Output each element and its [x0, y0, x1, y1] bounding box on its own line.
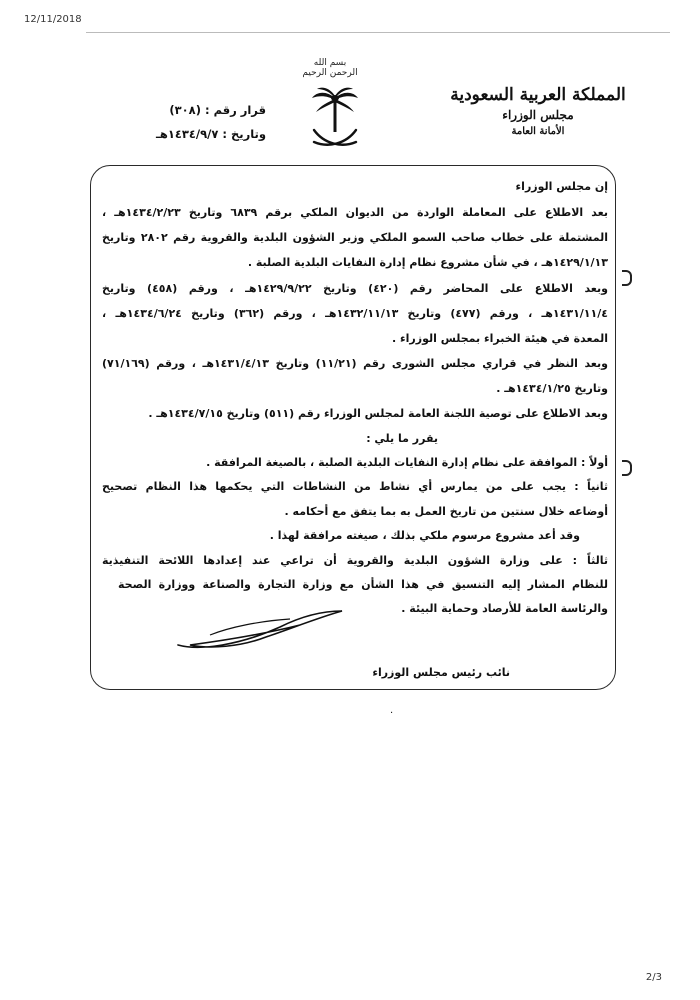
body-line: والرئاسة العامة للأرصاد وحماية البيئة . — [401, 602, 608, 615]
letterhead — [438, 84, 638, 140]
body-line: بعد الاطلاع على المعاملة الواردة من الديوان الملكي برقم ٦٨٣٩ وتاريخ ١٤٣٤/٢/٢٣هـ ، — [102, 206, 608, 219]
decree-number-row — [116, 98, 266, 122]
body-line: ١٤٢٩/١/١٣هـ ، في شأن مشروع نظام إدارة النفايات البلدية الصلبة . — [247, 256, 608, 269]
article-third: ثالثاً : على وزارة الشؤون البلدية والقروية أن تراعي عند إعدادها اللائحة التنفيذية — [102, 554, 608, 567]
page-number: 2/3 — [645, 972, 662, 983]
body-line: وبعد الاطلاع على توصية اللجنة العامة لمجلس الوزراء رقم (٥١١) وتاريخ ١٤٣٤/٧/١٥هـ . — [148, 407, 608, 420]
resolution-heading: يقرر ما يلي : — [366, 432, 438, 445]
decree-date: ١٤٣٤/٩/٧هـ — [155, 127, 219, 141]
article-first: أولاً : الموافقة على نظام إدارة النفايات البلدية الصلبة ، بالصيغة المرافقة . — [206, 456, 608, 469]
body-line: المعدة في هيئة الخبراء بمجلس الوزراء . — [392, 332, 608, 345]
council-name: مجلس الوزراء — [502, 108, 574, 122]
article-second: ثانياً : يجب على من يمارس أي نشاط من النشاطات التي يحكمها هذا النظام تصحيح — [102, 480, 608, 493]
body-line: المشتملة على خطاب صاحب السمو الملكي وزير الشؤون البلدية والقروية رقم ٢٨٠٢ وتاريخ — [102, 231, 608, 244]
decree-number-label: قرار رقم : — [204, 103, 266, 117]
signature — [170, 605, 350, 655]
decree-info — [116, 98, 266, 146]
side-bracket-mark — [622, 460, 632, 476]
decree-number: (٣٠٨) — [169, 103, 201, 117]
body-line: وقد أعد مشروع مرسوم ملكي بذلك ، صيغته مرافقة لهذا . — [269, 529, 580, 542]
body-line: وتاريخ ١٤٣٤/١/٢٥هـ . — [496, 382, 608, 395]
header-rule — [86, 32, 670, 33]
signatory-title: نائب رئيس مجلس الوزراء — [372, 666, 510, 679]
palm-swords-emblem-icon — [310, 86, 360, 152]
body-line: وبعد النظر في قراري مجلس الشورى رقم (١١/٢١) وتاريخ ١٤٣١/٤/١٣هـ ، ورقم (٧١/١٦٩) — [102, 357, 608, 370]
side-bracket-mark — [622, 270, 632, 286]
kingdom-name: المملكة العربية السعودية — [450, 85, 626, 105]
body-line: أوضاعه خلال سنتين من تاريخ العمل به بما يتفق مع أحكامه . — [284, 505, 608, 518]
general-secretariat: الأمانة العامة — [511, 126, 565, 137]
body-line: للنظام المشار إليه التنسيق في هذا الشأن مع وزارة التجارة والصناعة ووزارة الصحة — [118, 578, 608, 591]
stray-mark: · — [390, 708, 394, 719]
body-line: ١٤٣١/١١/٤هـ ، ورقم (٤٧٧) وتاريخ ١٤٣٢/١١/١٣هـ ، ورقم (٣٦٢) وتاريخ ١٤٣٤/٦/٢٤هـ ، — [102, 307, 608, 320]
salutation: إن مجلس الوزراء — [515, 180, 608, 193]
basmala: بسم الله الرحمن الرحيم — [302, 58, 358, 78]
print-date: 12/11/2018 — [24, 14, 82, 25]
body-line: وبعد الاطلاع على المحاضر رقم (٤٢٠) وتاريخ ١٤٢٩/٩/٢٢هـ ، ورقم (٤٥٨) وتاريخ — [102, 282, 608, 295]
decree-date-row — [116, 122, 266, 146]
decree-date-label: وتاريخ : — [222, 127, 266, 141]
